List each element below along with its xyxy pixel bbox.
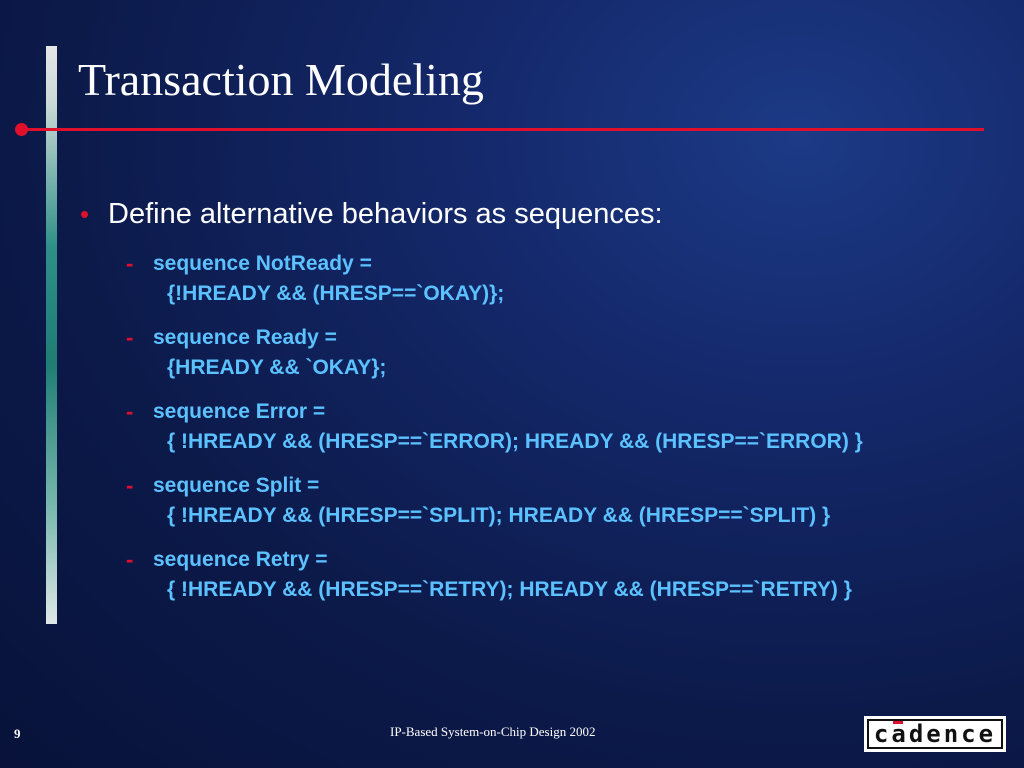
cadence-logo	[864, 716, 1006, 752]
sequence-item-notready	[126, 250, 1021, 324]
slide-title: Transaction Modeling	[78, 54, 484, 105]
main-bullet	[80, 196, 663, 232]
dash-marker: -	[126, 547, 134, 572]
footer-text: IP-Based System-on-Chip Design 2002	[390, 724, 596, 739]
bullet-dot-icon: •	[80, 199, 90, 229]
left-accent-bar	[46, 46, 57, 624]
sequence-item-ready	[126, 324, 1021, 398]
sequence-item-retry	[126, 546, 1021, 620]
sequence-item-split	[126, 472, 1021, 546]
sequence-body: {HREADY && `OKAY};	[167, 356, 387, 379]
sequence-head: sequence Retry =	[153, 548, 328, 571]
dash-marker: -	[126, 251, 134, 276]
sequence-head: sequence Split =	[153, 474, 320, 497]
dash-marker: -	[126, 325, 134, 350]
sequence-head: sequence Error =	[153, 400, 326, 423]
main-bullet-text: Define alternative behaviors as sequences:	[108, 198, 663, 230]
sequence-body: { !HREADY && (HRESP==`ERROR); HREADY && (HRESP==`ERROR) }	[167, 430, 863, 453]
sequence-list	[126, 250, 1021, 620]
dash-marker: -	[126, 473, 134, 498]
sequence-head: sequence NotReady =	[153, 252, 372, 275]
sequence-body: { !HREADY && (HRESP==`RETRY); HREADY && (HRESP==`RETRY) }	[167, 578, 852, 601]
sequence-item-error	[126, 398, 1021, 472]
sequence-body: {!HREADY && (HRESP==`OKAY)};	[167, 282, 505, 305]
sequence-head: sequence Ready =	[153, 326, 337, 349]
dash-marker: -	[126, 399, 134, 424]
sequence-body: { !HREADY && (HRESP==`SPLIT); HREADY && (HRESP==`SPLIT) }	[167, 504, 831, 527]
title-rule	[22, 128, 984, 131]
page-number: 9	[14, 726, 21, 741]
logo-wordmark: cadence	[873, 720, 997, 748]
